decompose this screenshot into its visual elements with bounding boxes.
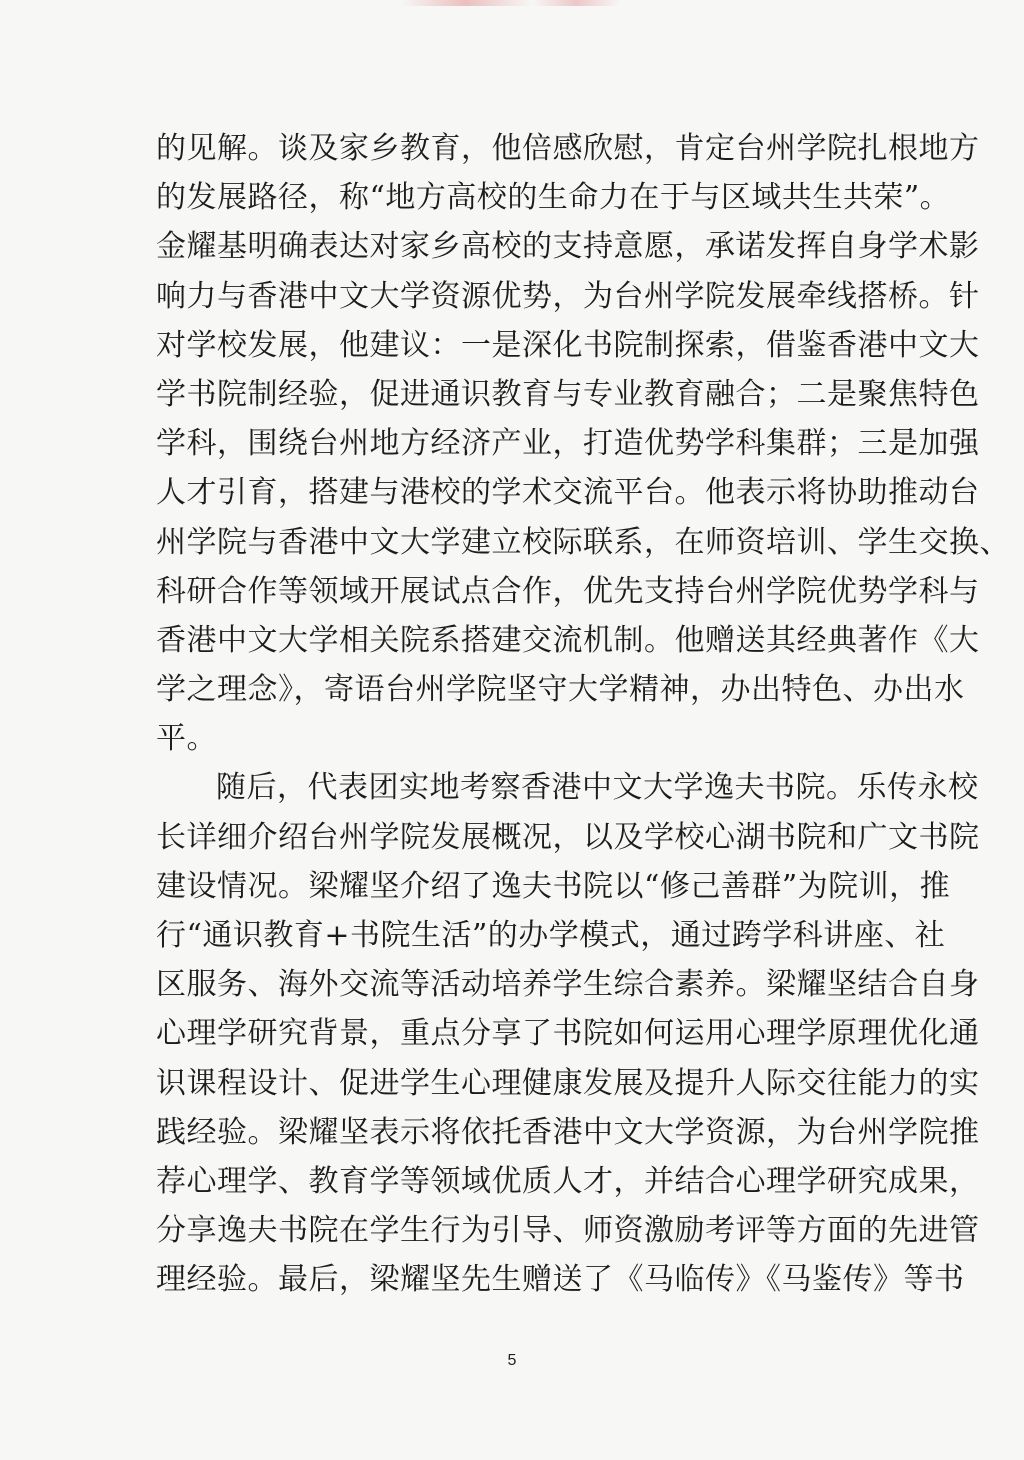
text-line: 长详细介绍台州学院发展概况，以及学校心湖书院和广文书院: [156, 819, 980, 855]
text-line: 人才引育，搭建与港校的学术交流平台。他表示将协助推动台: [156, 475, 980, 511]
paragraph-1: [156, 124, 1010, 763]
text-line: 行“通识教育+书院生活”的办学模式，通过跨学科讲座、社: [156, 918, 946, 953]
text-line: 金耀基明确表达对家乡高校的支持意愿，承诺发挥自身学术影: [156, 229, 980, 265]
text-line: 荐心理学、教育学等领域优质人才，并结合心理学研究成果，: [156, 1163, 980, 1199]
text-line: 的发展路径，称“地方高校的生命力在于与区域共生共荣”。: [156, 180, 951, 216]
text-line: 科研合作等领域开展试点合作，优先支持台州学院优势学科与: [156, 573, 980, 609]
text-line: 响力与香港中文大学资源优势，为台州学院发展牵线搭桥。针: [156, 278, 980, 314]
text-line: 心理学研究背景，重点分享了书院如何运用心理学原理优化通: [156, 1016, 980, 1052]
body-text: [156, 124, 1010, 1305]
text-line: 理经验。最后，梁耀坚先生赠送了《马临传》《马鉴传》等书: [156, 1262, 965, 1298]
text-line: 的见解。谈及家乡教育，他倍感欣慰，肯定台州学院扎根地方: [156, 131, 980, 166]
text-line: 区服务、海外交流等活动培养学生综合素养。梁耀坚结合自身: [156, 967, 980, 1003]
scan-edge-mark: [400, 0, 620, 6]
text-line: 州学院与香港中文大学建立校际联系，在师资培训、学生交换、: [156, 524, 1010, 560]
paragraph-2: [156, 763, 980, 1304]
text-line: 建设情况。梁耀坚介绍了逸夫书院以“修己善群”为院训，推: [156, 868, 951, 904]
text-line: 学科，围绕台州地方经济产业，打造优势学科集群；三是加强: [156, 426, 980, 462]
text-line: 学之理念》，寄语台州学院坚守大学精神，办出特色、办出水: [156, 672, 965, 708]
text-line: 践经验。梁耀坚表示将依托香港中文大学资源，为台州学院推: [156, 1114, 980, 1150]
text-line: 学书院制经验，促进通识教育与专业教育融合；二是聚焦特色: [156, 376, 980, 412]
text-line: 识课程设计、促进学生心理健康发展及提升人际交往能力的实: [156, 1065, 980, 1101]
text-line: 平。: [156, 721, 217, 757]
page-number: 5: [507, 1352, 517, 1369]
text-line: 香港中文大学相关院系搭建交流机制。他赠送其经典著作《大: [156, 622, 980, 658]
text-line: 随后，代表团实地考察香港中文大学逸夫书院。乐传永校: [216, 770, 979, 806]
text-line: 分享逸夫书院在学生行为引导、师资激励考评等方面的先进管: [156, 1213, 980, 1249]
text-line: 对学校发展，他建议：一是深化书院制探索，借鉴香港中文大: [156, 327, 980, 363]
